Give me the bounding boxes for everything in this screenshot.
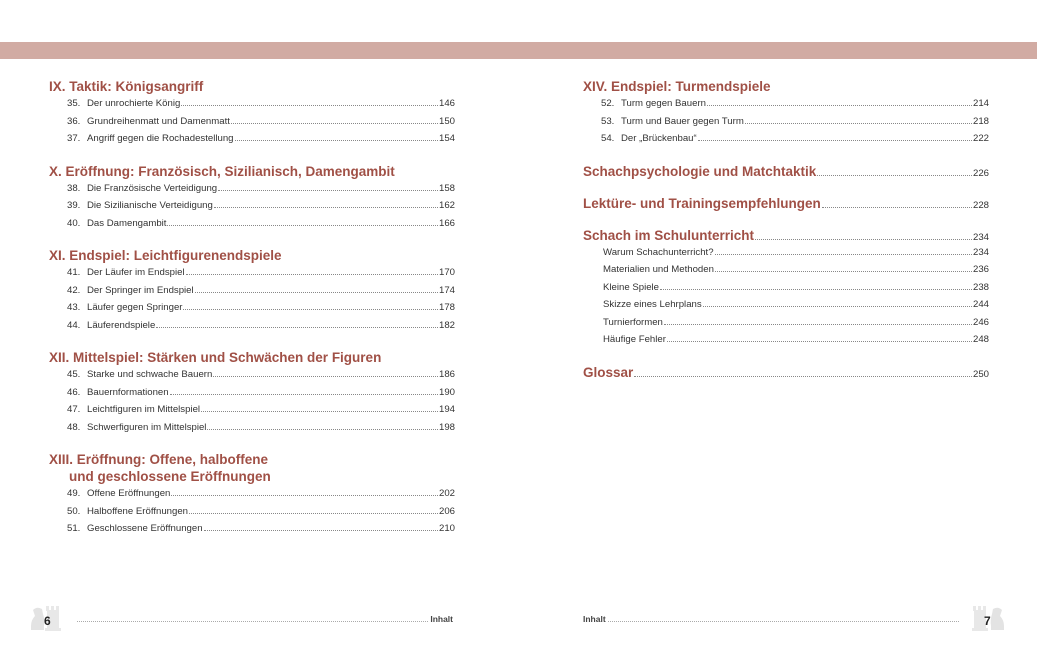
entry-number: 39. (67, 200, 81, 211)
entry-page: 210 (438, 523, 455, 534)
leader-dots (189, 512, 438, 514)
toc-section (49, 349, 455, 436)
section-title-line (583, 163, 989, 180)
top-color-band (0, 42, 1037, 59)
entry-page: 222 (972, 133, 989, 144)
toc-entry (49, 317, 455, 335)
entry-page: 244 (972, 299, 989, 310)
toc-entry (583, 296, 989, 314)
entry-page: 198 (438, 421, 455, 433)
entry-number: 48. (67, 421, 81, 433)
entry-number: 49. (67, 488, 81, 499)
leader-dots (183, 308, 438, 310)
leader-dots (745, 122, 972, 124)
entry-number: 36. (67, 115, 81, 127)
toc-entry (583, 95, 989, 113)
leader-dots (214, 206, 438, 208)
section-title (49, 163, 455, 180)
entry-page: 146 (438, 98, 455, 109)
entry-title: Angriff gegen die Rochadestellung (87, 133, 234, 144)
section-title-line: X. Eröffnung: Französisch, Sizilianisch, Damengambit (49, 163, 395, 179)
section-title (49, 451, 455, 485)
entry-page: 218 (972, 115, 989, 127)
section-page: 234 (972, 231, 989, 243)
leader-dots (186, 273, 438, 275)
entry-title: Halboffene Eröffnungen (87, 505, 188, 517)
leader-dots (231, 122, 438, 124)
toc-entry (49, 299, 455, 317)
entry-number: 41. (67, 267, 81, 278)
entry-number: 45. (67, 369, 81, 380)
entry-title: Schwerfiguren im Mittelspiel (87, 421, 207, 433)
toc-entry (49, 384, 455, 402)
toc-entry (583, 130, 989, 148)
section-title-line: XI. Endspiel: Leichtfigurenendspiele (49, 248, 282, 263)
page-number-left: 6 (44, 614, 51, 628)
footer-label: Inhalt (430, 614, 453, 624)
entry-page: 238 (972, 281, 989, 293)
toc-section (49, 247, 455, 334)
leader-dots (817, 174, 972, 176)
section-title: XIV. Endspiel: Turmendspiele (583, 79, 771, 94)
leader-dots (822, 206, 972, 208)
leader-dots (170, 393, 438, 395)
entry-title: Der Springer im Endspiel (87, 284, 194, 296)
leader-dots (608, 620, 959, 622)
entry-page: 178 (438, 302, 455, 313)
entry-page: 150 (438, 115, 455, 127)
leader-dots (715, 253, 972, 255)
leader-dots (156, 326, 438, 328)
entry-number: 40. (67, 217, 81, 229)
toc-section (49, 451, 455, 538)
entry-title: Läuferendspiele (87, 319, 156, 331)
toc-section (49, 78, 455, 148)
entry-page: 206 (438, 505, 455, 517)
entry-title: Starke und schwache Bauern (87, 369, 213, 380)
toc-entry (49, 113, 455, 131)
entry-title: Bauernformationen (87, 386, 169, 398)
entry-title: Der unrochierte König (87, 98, 181, 109)
leader-dots (213, 375, 438, 377)
entry-title: Warum Schachunterricht? (603, 246, 714, 258)
toc-entry (583, 261, 989, 279)
toc-entry (49, 282, 455, 300)
leader-dots (207, 428, 438, 430)
entry-page: 158 (438, 182, 455, 194)
leader-dots (698, 139, 972, 141)
section-title (49, 247, 455, 264)
entry-page: 234 (972, 246, 989, 258)
leader-dots (181, 104, 438, 106)
entry-number: 46. (67, 386, 81, 398)
entry-title: Der Läufer im Endspiel (87, 267, 185, 278)
leader-dots (171, 494, 438, 496)
entry-page: 246 (972, 316, 989, 328)
entry-number: 51. (67, 523, 81, 534)
toc-entry (49, 130, 455, 148)
entry-title: Turnierformen (603, 316, 663, 328)
entry-number: 43. (67, 302, 81, 313)
entry-title: Die Sizilianische Verteidigung (87, 200, 213, 211)
section-title-line (583, 227, 989, 244)
toc-entry (583, 331, 989, 349)
entry-number: 35. (67, 98, 81, 109)
entry-title: Leichtfiguren im Mittelspiel (87, 404, 201, 415)
toc-section (583, 163, 989, 180)
entry-number: 42. (67, 284, 81, 296)
entry-number: 53. (601, 115, 615, 127)
section-title: Schach im Schulunterricht (583, 227, 755, 243)
toc-entry (49, 197, 455, 215)
leader-dots (218, 189, 438, 191)
entry-page: 182 (438, 319, 455, 331)
toc-section (49, 163, 455, 233)
section-title: Glossar (583, 364, 634, 380)
entry-page: 186 (438, 369, 455, 380)
toc-section (583, 364, 989, 381)
toc-section (583, 78, 989, 148)
section-title-line: und geschlossene Eröffnungen (69, 469, 271, 484)
toc-entry (49, 401, 455, 419)
entry-page: 162 (438, 200, 455, 211)
toc-entry (49, 180, 455, 198)
entry-page: 214 (972, 98, 989, 109)
entry-page: 154 (438, 133, 455, 144)
leader-dots (634, 375, 972, 377)
entry-title: Geschlossene Eröffnungen (87, 523, 203, 534)
toc-section (583, 227, 989, 349)
leader-dots (204, 529, 438, 531)
section-title-line: IX. Taktik: Königsangriff (49, 79, 204, 94)
section-title: Lektüre- und Trainingsempfehlungen (583, 195, 821, 211)
section-title-line: XII. Mittelspiel: Stärken und Schwächen der Figuren (49, 350, 382, 365)
entry-title: Läufer gegen Springer (87, 302, 183, 313)
entry-title: Skizze eines Lehrplans (603, 299, 702, 310)
entry-title: Turm gegen Bauern (621, 98, 706, 109)
toc-left-column (49, 78, 455, 553)
entry-page: 248 (972, 334, 989, 345)
toc-entry (49, 366, 455, 384)
toc-right-column (583, 78, 989, 396)
entry-page: 202 (438, 488, 455, 499)
entry-title: Grundreihenmatt und Damenmatt (87, 115, 230, 127)
section-title-line (583, 364, 989, 381)
footer-label: Inhalt (583, 614, 606, 624)
toc-section (583, 195, 989, 212)
toc-entry (49, 95, 455, 113)
entry-page: 194 (438, 404, 455, 415)
entry-number: 44. (67, 319, 81, 331)
entry-page: 190 (438, 386, 455, 398)
entry-page: 174 (438, 284, 455, 296)
toc-entry (49, 215, 455, 233)
entry-title: Turm und Bauer gegen Turm (621, 115, 744, 127)
leader-dots (167, 224, 438, 226)
leader-dots (201, 410, 438, 412)
entry-title: Kleine Spiele (603, 281, 660, 293)
toc-entry (583, 113, 989, 131)
entry-title: Das Damengambit (87, 217, 167, 229)
toc-entry (49, 503, 455, 521)
leader-dots (715, 270, 972, 272)
leader-dots (664, 323, 972, 325)
entry-number: 52. (601, 98, 615, 109)
entry-number: 54. (601, 133, 615, 144)
section-page: 228 (972, 199, 989, 211)
entry-number: 37. (67, 133, 81, 144)
entry-page: 236 (972, 264, 989, 275)
leader-dots (755, 238, 972, 240)
leader-dots (235, 139, 438, 141)
leader-dots (195, 291, 438, 293)
entry-title: Offene Eröffnungen (87, 488, 171, 499)
leader-dots (707, 104, 972, 106)
toc-entry (583, 244, 989, 262)
toc-entry (49, 264, 455, 282)
footer-right (583, 614, 961, 624)
leader-dots (77, 620, 428, 622)
section-page: 226 (972, 167, 989, 179)
section-title (49, 78, 455, 95)
entry-title: Materialien und Methoden (603, 264, 714, 275)
toc-entry (49, 520, 455, 538)
entry-title: Häufige Fehler (603, 334, 666, 345)
entry-title: Die Französische Verteidigung (87, 182, 218, 194)
leader-dots (703, 305, 972, 307)
entry-number: 50. (67, 505, 81, 517)
section-title: Schachpsychologie und Matchtaktik (583, 163, 817, 179)
leader-dots (660, 288, 972, 290)
entry-number: 47. (67, 404, 81, 415)
section-page: 250 (972, 368, 989, 380)
toc-entry (49, 419, 455, 437)
entry-number: 38. (67, 182, 81, 194)
entry-page: 166 (438, 217, 455, 229)
entry-title: Der „Brückenbau“ (621, 133, 697, 144)
section-title-line: XIII. Eröffnung: Offene, halboffene (49, 452, 268, 467)
page-number-right: 7 (984, 614, 991, 628)
entry-page: 170 (438, 267, 455, 278)
footer-left (75, 614, 453, 624)
toc-entry (583, 314, 989, 332)
section-title-line (583, 195, 989, 212)
section-title (49, 349, 455, 366)
toc-entry (49, 485, 455, 503)
toc-entry (583, 279, 989, 297)
leader-dots (667, 340, 972, 342)
